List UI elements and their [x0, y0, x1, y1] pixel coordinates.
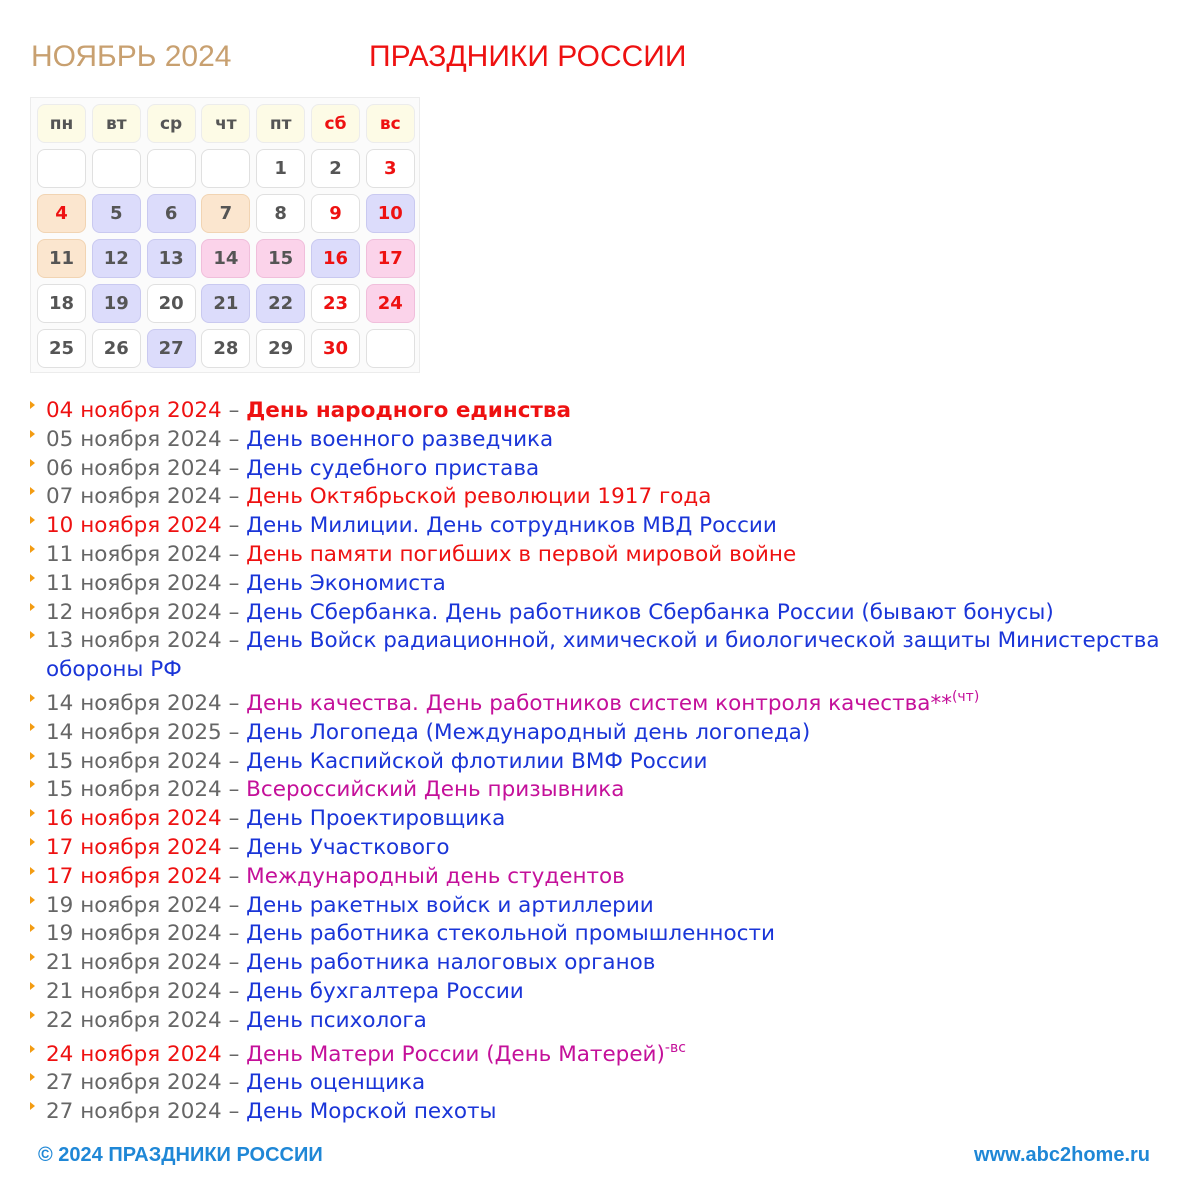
holiday-title: День Морской пехоты: [246, 1099, 497, 1125]
weekday-header: сб: [311, 104, 360, 143]
weekday-header: пт: [256, 104, 305, 143]
separator-dash: –: [221, 599, 247, 625]
holiday-title: День судебного пристава: [246, 455, 540, 481]
calendar-empty-cell: [366, 329, 415, 368]
calendar-empty-cell: [201, 149, 250, 188]
calendar-day[interactable]: 30: [311, 329, 360, 368]
holiday-item: [30, 892, 1180, 921]
holiday-date: 15 ноября 2024: [46, 777, 222, 803]
holiday-item: [30, 599, 1180, 628]
bullet-arrow-icon: [30, 723, 35, 731]
separator-dash: –: [221, 1041, 247, 1067]
holiday-item: [30, 690, 1180, 719]
calendar-day[interactable]: 19: [92, 284, 141, 323]
holiday-title: Международный день студентов: [246, 863, 625, 889]
bullet-arrow-icon: [30, 603, 35, 611]
holiday-item: [30, 719, 1180, 748]
holiday-date: 04 ноября 2024: [46, 398, 222, 423]
bullet-arrow-icon: [30, 694, 35, 702]
calendar-day[interactable]: 25: [37, 329, 86, 368]
holiday-title: День Логопеда (Международный день логопеда): [246, 719, 811, 745]
holiday-title: День бухгалтера России: [246, 978, 524, 1004]
holiday-superscript-note: -вс: [664, 1039, 686, 1056]
holiday-title: День Октябрьской революции 1917 года: [246, 484, 712, 510]
separator-dash: –: [221, 777, 247, 803]
separator-dash: –: [221, 513, 247, 539]
separator-dash: –: [221, 628, 247, 654]
holiday-title: День народного единства: [246, 398, 572, 423]
holiday-date: 15 ноября 2024: [46, 748, 222, 774]
bullet-arrow-icon: [30, 809, 35, 817]
holiday-item: [30, 978, 1180, 1007]
weekday-header: вс: [366, 104, 415, 143]
separator-dash: –: [221, 748, 247, 774]
separator-dash: –: [221, 978, 247, 1004]
separator-dash: –: [221, 719, 247, 745]
calendar-day[interactable]: 26: [92, 329, 141, 368]
calendar-day[interactable]: 27: [147, 329, 196, 368]
holiday-date: 27 ноября 2024: [46, 1099, 222, 1125]
bullet-arrow-icon: [30, 896, 35, 904]
holiday-title: День психолога: [246, 1007, 427, 1033]
holiday-date: 06 ноября 2024: [46, 455, 222, 481]
bullet-arrow-icon: [30, 574, 35, 582]
separator-dash: –: [221, 455, 247, 481]
holiday-date: 24 ноября 2024: [46, 1041, 222, 1067]
calendar-day[interactable]: 5: [92, 194, 141, 233]
separator-dash: –: [221, 1007, 247, 1033]
holiday-item: [30, 1041, 1180, 1070]
holiday-list: [30, 397, 1180, 1127]
holiday-date: 17 ноября 2024: [46, 863, 222, 889]
calendar-day[interactable]: 18: [37, 284, 86, 323]
separator-dash: –: [221, 806, 247, 832]
holiday-date: 17 ноября 2024: [46, 834, 222, 860]
bullet-arrow-icon: [30, 924, 35, 932]
holiday-item: [30, 920, 1180, 949]
holiday-date: 21 ноября 2024: [46, 978, 222, 1004]
holiday-item: [30, 570, 1180, 599]
holiday-title: День Войск радиационной, химической и биологической защиты Министерства обороны РФ: [46, 628, 1160, 683]
footer-url-link[interactable]: www.abc2home.ru: [974, 1144, 1150, 1166]
site-title: ПРАЗДНИКИ РОССИИ: [369, 40, 687, 73]
calendar-day[interactable]: 14: [201, 239, 250, 278]
holiday-date: 13 ноября 2024: [46, 628, 222, 654]
holiday-title: День Милиции. День сотрудников МВД России: [246, 513, 777, 539]
month-title: НОЯБРЬ 2024: [31, 40, 232, 73]
weekday-header: вт: [92, 104, 141, 143]
footer-copyright: © 2024 ПРАЗДНИКИ РОССИИ: [38, 1144, 323, 1166]
bullet-arrow-icon: [30, 487, 35, 495]
holiday-item: [30, 1098, 1180, 1127]
calendar-day[interactable]: 17: [366, 239, 415, 278]
calendar-day[interactable]: 16: [311, 239, 360, 278]
holiday-date: 19 ноября 2024: [46, 921, 222, 947]
separator-dash: –: [221, 863, 247, 889]
holiday-title: День оценщика: [246, 1070, 426, 1096]
separator-dash: –: [221, 921, 247, 947]
bullet-arrow-icon: [30, 982, 35, 990]
bullet-arrow-icon: [30, 1011, 35, 1019]
holiday-date: 19 ноября 2024: [46, 892, 222, 918]
holiday-title: Всероссийский День призывника: [246, 777, 625, 803]
calendar-day[interactable]: 11: [37, 239, 86, 278]
bullet-arrow-icon: [30, 867, 35, 875]
separator-dash: –: [221, 834, 247, 860]
bullet-arrow-icon: [30, 430, 35, 438]
holiday-title: День Проектировщика: [246, 806, 506, 832]
holiday-item: [30, 455, 1180, 484]
calendar-day[interactable]: 24: [366, 284, 415, 323]
holiday-item: [30, 748, 1180, 777]
holiday-title: День Участкового: [246, 834, 450, 860]
separator-dash: –: [221, 892, 247, 918]
calendar-grid: [30, 97, 420, 373]
holiday-date: 16 ноября 2024: [46, 806, 222, 832]
holiday-item: [30, 627, 1180, 685]
bullet-arrow-icon: [30, 838, 35, 846]
separator-dash: –: [221, 541, 247, 567]
calendar-empty-cell: [37, 149, 86, 188]
holiday-date: 11 ноября 2024: [46, 541, 222, 567]
bullet-arrow-icon: [30, 459, 35, 467]
calendar-day[interactable]: 6: [147, 194, 196, 233]
separator-dash: –: [221, 950, 247, 976]
bullet-arrow-icon: [30, 1073, 35, 1081]
calendar-day[interactable]: 1: [256, 149, 305, 188]
holiday-item: [30, 805, 1180, 834]
bullet-arrow-icon: [30, 780, 35, 788]
bullet-arrow-icon: [30, 752, 35, 760]
holiday-title: День ракетных войск и артиллерии: [246, 892, 654, 918]
separator-dash: –: [221, 570, 247, 596]
calendar-day[interactable]: 13: [147, 239, 196, 278]
holiday-item: [30, 541, 1180, 570]
bullet-arrow-icon: [30, 1102, 35, 1110]
holiday-item: [30, 397, 1180, 426]
holiday-title: День памяти погибших в первой мировой войне: [246, 541, 797, 567]
holiday-title: День Экономиста: [246, 570, 446, 596]
calendar-day[interactable]: 2: [311, 149, 360, 188]
weekday-header: чт: [201, 104, 250, 143]
separator-dash: –: [221, 426, 247, 452]
bullet-arrow-icon: [30, 631, 35, 639]
bullet-arrow-icon: [30, 1045, 35, 1053]
calendar-day[interactable]: 20: [147, 284, 196, 323]
calendar-day[interactable]: 8: [256, 194, 305, 233]
calendar-day[interactable]: 9: [311, 194, 360, 233]
holiday-title: День Матери России (День Матерей): [246, 1041, 665, 1067]
calendar-day[interactable]: 4: [37, 194, 86, 233]
calendar-empty-cell: [147, 149, 196, 188]
holiday-item: [30, 863, 1180, 892]
holiday-title: День военного разведчика: [246, 426, 554, 452]
calendar-day[interactable]: 7: [201, 194, 250, 233]
holiday-date: 10 ноября 2024: [46, 513, 222, 539]
bullet-arrow-icon: [30, 545, 35, 553]
separator-dash: –: [221, 398, 247, 423]
separator-dash: –: [221, 1070, 247, 1096]
holiday-title: День работника налоговых органов: [246, 950, 656, 976]
holiday-title: День Сбербанка. День работников Сбербанка России (бывают бонусы): [246, 599, 1054, 625]
holiday-item: [30, 834, 1180, 863]
holiday-date: 22 ноября 2024: [46, 1007, 222, 1033]
holiday-item: [30, 426, 1180, 455]
bullet-arrow-icon: [30, 953, 35, 961]
calendar-day[interactable]: 15: [256, 239, 305, 278]
holiday-date: 21 ноября 2024: [46, 950, 222, 976]
holiday-date: 05 ноября 2024: [46, 426, 222, 452]
weekday-header: пн: [37, 104, 86, 143]
holiday-title: День Каспийской флотилии ВМФ России: [246, 748, 708, 774]
holiday-date: 12 ноября 2024: [46, 599, 222, 625]
calendar-day[interactable]: 28: [201, 329, 250, 368]
bullet-arrow-icon: [30, 516, 35, 524]
calendar-day[interactable]: 23: [311, 284, 360, 323]
holiday-date: 07 ноября 2024: [46, 484, 222, 510]
holiday-item: [30, 1007, 1180, 1036]
holiday-item: [30, 949, 1180, 978]
holiday-item: [30, 776, 1180, 805]
holiday-date: 11 ноября 2024: [46, 570, 222, 596]
bullet-arrow-icon: [30, 401, 35, 409]
separator-dash: –: [221, 690, 247, 716]
calendar-day[interactable]: 22: [256, 284, 305, 323]
calendar-day[interactable]: 29: [256, 329, 305, 368]
holiday-date: 14 ноября 2024: [46, 690, 222, 716]
holiday-date: 14 ноября 2025: [46, 719, 222, 745]
holiday-item: [30, 512, 1180, 541]
holiday-title: День качества. День работников систем контроля качества**: [246, 690, 952, 716]
holiday-item: [30, 483, 1180, 512]
calendar-day[interactable]: 21: [201, 284, 250, 323]
separator-dash: –: [221, 484, 247, 510]
holiday-superscript-note: (чт): [951, 688, 980, 705]
holiday-title: День работника стекольной промышленности: [246, 921, 775, 947]
weekday-header: ср: [147, 104, 196, 143]
separator-dash: –: [221, 1099, 247, 1125]
holiday-date: 27 ноября 2024: [46, 1070, 222, 1096]
calendar-day[interactable]: 3: [366, 149, 415, 188]
calendar-empty-cell: [92, 149, 141, 188]
calendar-day[interactable]: 10: [366, 194, 415, 233]
holiday-item: [30, 1069, 1180, 1098]
calendar-day[interactable]: 12: [92, 239, 141, 278]
